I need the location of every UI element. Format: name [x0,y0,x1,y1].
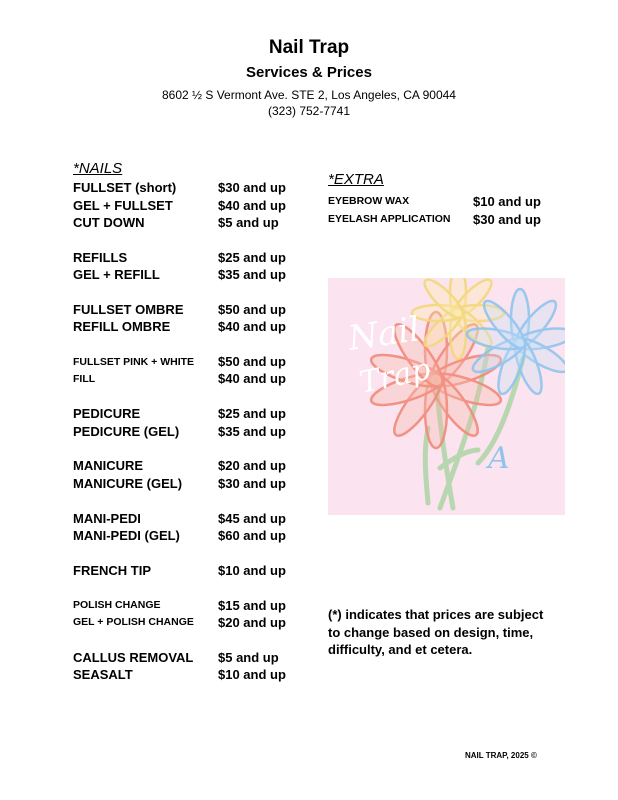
price-row [73,562,303,579]
service-price: $5 and up [218,649,279,665]
extra-section-title: *EXTRA [328,171,384,188]
service-name: FRENCH TIP [73,562,151,578]
service-price: $50 and up [218,354,286,370]
price-row [73,370,303,387]
price-row [73,596,303,613]
service-name: FILL [73,372,96,385]
price-row [73,266,303,283]
service-price: $40 and up [218,319,286,335]
spacer [73,388,303,405]
service-name: SEASALT [73,667,133,683]
price-row [73,475,303,492]
service-name: POLISH CHANGE [73,599,161,612]
service-price: $20 and up [218,458,286,474]
service-price: $10 and up [218,667,286,683]
service-name: PEDICURE (GEL) [73,423,180,439]
price-row [73,249,303,266]
price-row [73,318,303,335]
price-row [73,666,303,683]
service-name: REFILL OMBRE [73,319,171,335]
logo-text-trap: Trap [356,351,434,401]
service-price: $30 and up [218,180,286,196]
nails-price-list [73,160,303,683]
price-row [73,649,303,666]
flower-art-svg [328,278,565,515]
service-name: REFILLS [73,249,128,265]
price-row [73,353,303,370]
service-price: $35 and up [218,423,286,439]
pricing-note: (*) indicates that prices are subject to change based on design, time, difficulty, and et cetera. [328,607,544,657]
spacer [73,231,303,248]
extra-price-list [328,171,558,228]
page-subtitle: Services & Prices [246,64,372,81]
spacer [73,544,303,561]
footer-copyright: NAIL TRAP, 2025 © [465,751,537,760]
service-name: GEL + FULLSET [73,197,173,213]
price-row [328,192,558,210]
nails-section-title: *NAILS [73,160,123,177]
service-price: $30 and up [473,211,541,227]
service-price: $25 and up [218,249,286,265]
address-text: 8602 ½ S Vermont Ave. STE 2, Los Angeles, CA 90044 [162,88,456,102]
spacer [73,283,303,300]
service-price: $10 and up [473,193,541,209]
service-name: FULLSET OMBRE [73,301,184,317]
flower-illustration [328,278,565,515]
service-price: $5 and up [218,214,279,230]
service-price: $50 and up [218,301,286,317]
service-price: $40 and up [218,197,286,213]
service-price: $20 and up [218,614,286,630]
service-price: $15 and up [218,597,286,613]
price-row [73,457,303,474]
artist-signature: A [488,441,510,476]
logo-text-nail: Nail [345,309,423,359]
spacer [73,336,303,353]
service-price: $30 and up [218,475,286,491]
service-price: $45 and up [218,510,286,526]
price-row [73,422,303,439]
spacer [73,579,303,596]
service-price: $10 and up [218,562,286,578]
service-price: $60 and up [218,528,286,543]
price-row [73,614,303,631]
price-row [73,214,303,231]
service-name: GEL + REFILL [73,267,160,283]
service-name: FULLSET (short) [73,180,177,196]
service-price: $25 and up [218,406,286,422]
price-row [73,509,303,526]
service-price: $40 and up [218,371,286,387]
spacer [73,631,303,648]
service-name: PEDICURE [73,406,141,422]
spacer [73,440,303,457]
service-name: MANICURE (GEL) [73,475,183,491]
price-row [73,405,303,422]
service-name: GEL + POLISH CHANGE [73,616,194,629]
phone-text: (323) 752-7741 [267,104,351,118]
service-name: FULLSET PINK + WHITE [73,355,195,368]
page-header [0,36,618,119]
service-name: CUT DOWN [73,214,145,230]
service-name: MANI-PEDI (GEL) [73,528,180,543]
price-row [328,210,558,228]
spacer [73,492,303,509]
price-row [73,179,303,196]
service-name: MANI-PEDI [73,510,141,526]
page-title: Nail Trap [268,37,350,58]
service-name: MANICURE [73,458,144,474]
price-row [73,196,303,213]
service-price: $35 and up [218,267,286,283]
service-name: CALLUS REMOVAL [73,649,194,665]
service-name: EYEBROW WAX [328,195,410,207]
price-row [73,527,303,544]
price-row [73,301,303,318]
service-name: EYELASH APPLICATION [328,213,451,225]
